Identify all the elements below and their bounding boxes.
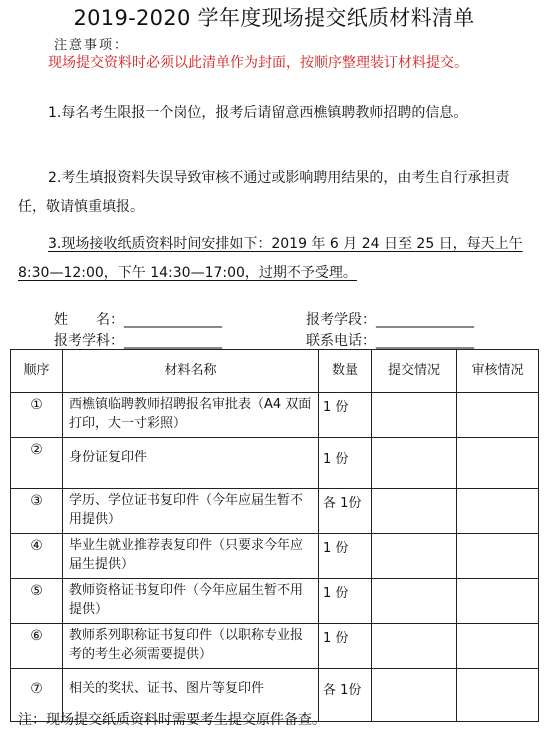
name-field[interactable]: 姓 名：______________ xyxy=(54,312,222,328)
row-material-name: 西樵镇临聘教师招聘报名审批表（A4 双面打印，大一寸彩照） xyxy=(63,393,319,438)
row-review-status-cell[interactable] xyxy=(457,534,539,579)
row-seq: ② xyxy=(11,438,63,489)
row-seq: ⑤ xyxy=(11,579,63,624)
row-material-name: 毕业生就业推荐表复印件（只要求今年应届生提供） xyxy=(63,534,319,579)
header-review-status: 审核情况 xyxy=(457,350,539,393)
row-quantity: 1 份 xyxy=(319,579,372,624)
row-seq: ④ xyxy=(11,534,63,579)
row-quantity: 1 份 xyxy=(319,624,372,669)
row-seq: ⑦ xyxy=(11,669,63,722)
table-row xyxy=(11,393,539,438)
row-submit-status-cell[interactable] xyxy=(372,393,457,438)
row-quantity: 1 份 xyxy=(319,534,372,579)
header-material-name: 材料名称 xyxy=(63,350,319,393)
row-submit-status-cell[interactable] xyxy=(372,489,457,534)
table-row xyxy=(11,624,539,669)
row-submit-status-cell[interactable] xyxy=(372,579,457,624)
footnote: 注：现场提交纸质资料时需要考生提交原件备查。 xyxy=(18,712,326,728)
notice-heading: 注意事项： xyxy=(54,38,130,53)
row-submit-status-cell[interactable] xyxy=(372,438,457,489)
row-submit-status-cell[interactable] xyxy=(372,534,457,579)
materials-table xyxy=(10,349,539,722)
row-material-name: 教师系列职称证书复印件（以职称专业报考的考生必须需要提供） xyxy=(63,624,319,669)
header-quantity: 数量 xyxy=(319,350,372,393)
rule-3: 3.现场接收纸质资料时间安排如下：2019 年 6 月 24 日至 25 日，每天上午 8:30—12:00，下午 14:30—17:00，过期不予受理。 xyxy=(18,236,523,281)
row-material-name: 相关的奖状、证书、图片等复印件 xyxy=(63,669,319,722)
row-material-name: 学历、学位证书复印件（今年应届生暂不用提供） xyxy=(63,489,319,534)
table-row xyxy=(11,438,539,489)
rule-1: 1.每名考生限报一个岗位，报考后请留意西樵镇聘教师招聘的信息。 xyxy=(48,105,468,121)
row-submit-status-cell[interactable] xyxy=(372,669,457,722)
row-review-status-cell[interactable] xyxy=(457,669,539,722)
row-material-name: 身份证复印件 xyxy=(63,438,319,489)
stage-field[interactable]: 报考学段：______________ xyxy=(306,312,474,328)
row-seq: ③ xyxy=(11,489,63,534)
header-submit-status: 提交情况 xyxy=(372,350,457,393)
row-seq: ⑥ xyxy=(11,624,63,669)
notice-red-text: 现场提交资料时必须以此清单作为封面，按顺序整理装订材料提交。 xyxy=(48,55,468,71)
row-seq: ① xyxy=(11,393,63,438)
row-review-status-cell[interactable] xyxy=(457,624,539,669)
phone-field[interactable]: 联系电话：______________ xyxy=(306,333,474,349)
page-title: 2019-2020 学年度现场提交纸质材料清单 xyxy=(73,6,475,30)
header-seq: 顺序 xyxy=(11,350,63,393)
table-header-row xyxy=(11,350,539,393)
row-quantity: 1 份 xyxy=(319,393,372,438)
table-row xyxy=(11,489,539,534)
row-review-status-cell[interactable] xyxy=(457,579,539,624)
row-quantity: 各 1份 xyxy=(319,669,372,722)
row-material-name: 教师资格证书复印件（今年应届生暂不用提供） xyxy=(63,579,319,624)
row-review-status-cell[interactable] xyxy=(457,393,539,438)
row-quantity: 各 1份 xyxy=(319,489,372,534)
row-submit-status-cell[interactable] xyxy=(372,624,457,669)
rule-2: 2.考生填报资料失误导致审核不通过或影响聘用结果的，由考生自行承担责任，敬请慎重填报。 xyxy=(18,170,510,215)
table-row xyxy=(11,579,539,624)
subject-field[interactable]: 报考学科：______________ xyxy=(54,333,222,349)
row-review-status-cell[interactable] xyxy=(457,438,539,489)
row-review-status-cell[interactable] xyxy=(457,489,539,534)
row-quantity: 1 份 xyxy=(319,438,372,489)
table-row xyxy=(11,534,539,579)
